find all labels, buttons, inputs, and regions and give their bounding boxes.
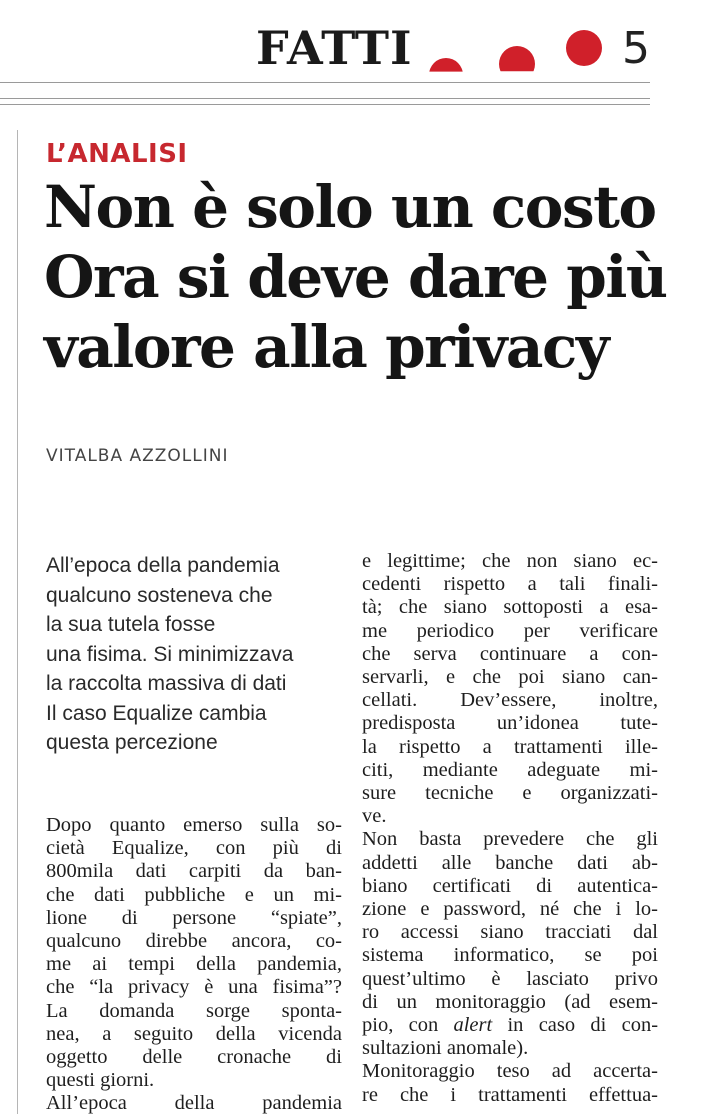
masthead-rule: [0, 82, 650, 83]
headline-line: Ora si deve dare più: [44, 243, 667, 311]
body-line: che dati pubbliche e un mi-: [46, 883, 342, 906]
body-line: ro accessi siano tracciati dal: [362, 921, 658, 944]
section-title: FATTI: [256, 21, 413, 75]
summary-line: Il caso Equalize cambia: [46, 701, 267, 725]
article-headline: [44, 172, 667, 382]
body-column-right: [362, 550, 658, 1107]
body-line: ve.: [362, 805, 387, 828]
body-line: zione e password, né che i lo-: [362, 898, 658, 921]
body-line: addetti alle banche dati ab-: [362, 851, 658, 874]
body-text-italic: alert: [453, 1014, 493, 1037]
body-text: in caso di con-: [507, 1014, 658, 1037]
masthead-rule: [0, 98, 650, 99]
body-line: cietà Equalize, con più di: [46, 837, 342, 860]
page-number: 5: [622, 23, 650, 74]
headline-line: valore alla privacy: [44, 313, 609, 381]
body-line: citi, mediante adeguate mi-: [362, 758, 658, 781]
body-line: di un monitoraggio (ad esem-: [362, 990, 658, 1013]
body-line: La domanda sorge sponta-: [46, 999, 342, 1022]
summary-line: la raccolta massiva di dati: [46, 672, 287, 695]
body-line: cedenti rispetto a tali finali-: [362, 573, 658, 596]
summary-line: qualcuno sosteneva che: [46, 583, 273, 607]
body-line: tà; che siano sottoposti a esa-: [362, 596, 658, 619]
body-line: e legittime; che non siano ec-: [362, 550, 658, 572]
article-summary: [46, 551, 346, 758]
body-line: la rispetto a trattamenti ille-: [362, 735, 658, 758]
body-line: sure tecniche e organizzati-: [362, 782, 658, 805]
summary-line: All’epoca della pandemia: [46, 554, 280, 577]
masthead: [0, 0, 704, 110]
body-line: Non basta prevedere che gli: [362, 828, 658, 851]
red-dot-decoration: [566, 30, 602, 66]
body-line: cellati. Dev’essere, inoltre,: [362, 689, 658, 712]
body-line: me ai tempi della pandemia,: [46, 953, 342, 976]
body-line: predisposta un’idonea tute-: [362, 712, 658, 735]
body-line: che “la privacy è una fisima”?: [46, 976, 342, 999]
article-kicker: L’ANALISI: [46, 139, 188, 169]
body-line-mixed: [362, 1014, 658, 1037]
summary-line: la sua tutela fosse: [46, 613, 216, 636]
body-line: Monitoraggio teso ad accerta-: [362, 1060, 658, 1083]
headline-line: Non è solo un costo: [44, 173, 656, 241]
column-divider: [17, 130, 18, 1114]
body-line: sistema informatico, se poi: [362, 944, 658, 967]
body-text: pio, con: [362, 1014, 439, 1037]
body-line: questi giorni.: [46, 1069, 155, 1092]
masthead-rule: [0, 104, 650, 105]
body-line: re che i trattamenti effettua-: [362, 1083, 658, 1106]
body-column-left: [46, 814, 342, 1114]
body-line: All’epoca della pandemia: [46, 1092, 342, 1114]
red-dot-decoration: [429, 58, 463, 92]
body-line: nea, a seguito della vicenda: [46, 1022, 342, 1045]
body-line: che serva continuare a con-: [362, 642, 658, 665]
summary-line: questa percezione: [46, 731, 218, 754]
body-line: sultazioni anomale).: [362, 1037, 529, 1060]
body-line: servarli, e che poi siano can-: [362, 666, 658, 689]
body-line: lione di persone “spiate”,: [46, 906, 342, 929]
body-line: oggetto delle cronache di: [46, 1046, 342, 1069]
summary-line: una fisima. Si minimizzava: [46, 642, 294, 666]
body-line: qualcuno direbbe ancora, co-: [46, 930, 342, 953]
body-line: me periodico per verificare: [362, 619, 658, 642]
body-line: Dopo quanto emerso sulla so-: [46, 814, 342, 836]
body-line: quest’ultimo è lasciato privo: [362, 967, 658, 990]
red-dot-decoration: [499, 46, 535, 82]
article-byline: VITALBA AZZOLLINI: [46, 446, 229, 466]
body-line: 800mila dati carpiti da ban-: [46, 860, 342, 883]
body-line: biano certificati di autentica-: [362, 874, 658, 897]
